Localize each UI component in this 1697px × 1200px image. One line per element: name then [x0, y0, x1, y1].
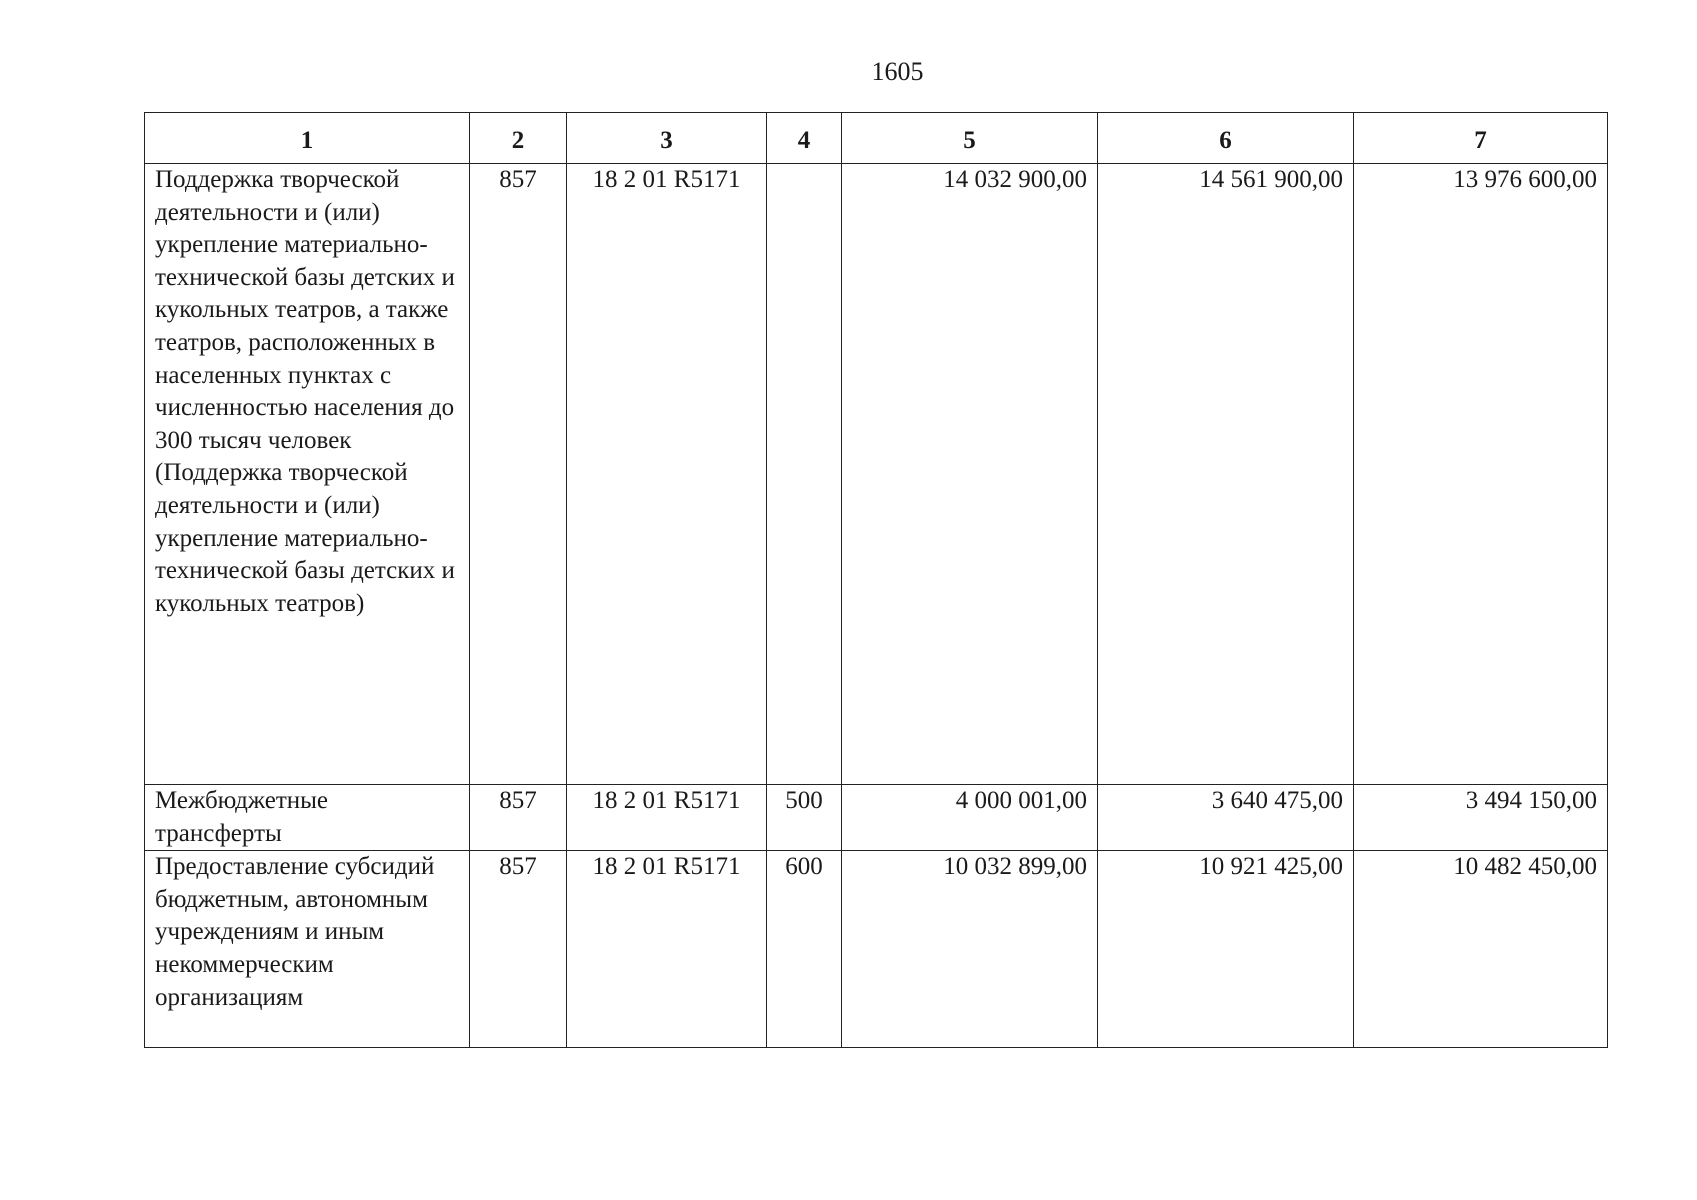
header-col-3: 3: [567, 113, 767, 164]
row-col-4: [767, 164, 842, 785]
header-row: [145, 113, 1608, 164]
row-name: Предоставление субсидий бюджетным, автономным учреждениям и иным некоммерческим организациям: [145, 851, 470, 1048]
header-col-7: 7: [1354, 113, 1608, 164]
table-body: [145, 164, 1608, 1048]
row-col-3: 18 2 01 R5171: [567, 785, 767, 851]
row-col-7: 13 976 600,00: [1354, 164, 1608, 785]
row-name: Межбюджетные трансферты: [145, 785, 470, 851]
budget-table: [144, 112, 1608, 1048]
row-col-5: 14 032 900,00: [842, 164, 1098, 785]
row-col-2: 857: [470, 164, 567, 785]
row-col-5: 10 032 899,00: [842, 851, 1098, 1048]
table-row: [145, 164, 1608, 785]
row-col-7: 10 482 450,00: [1354, 851, 1608, 1048]
table-row: [145, 851, 1608, 1048]
row-name: Поддержка творческой деятельности и (или) укрепление материально-технической базы детских и кукольных театров, а также театров, расположенных в населенных пунктах с численностью населения до 300 тысяч человек (Поддержка творческой деятельности и (или) укрепление материально-технической базы детских и кукольных театров): [145, 164, 470, 785]
header-col-6: 6: [1098, 113, 1354, 164]
header-col-4: 4: [767, 113, 842, 164]
row-col-2: 857: [470, 851, 567, 1048]
row-col-3: 18 2 01 R5171: [567, 851, 767, 1048]
row-col-6: 10 921 425,00: [1098, 851, 1354, 1048]
row-col-2: 857: [470, 785, 567, 851]
row-col-5: 4 000 001,00: [842, 785, 1098, 851]
header-col-2: 2: [470, 113, 567, 164]
page-number: 1605: [871, 57, 924, 86]
table-row: [145, 785, 1608, 851]
row-col-6: 14 561 900,00: [1098, 164, 1354, 785]
header-col-5: 5: [842, 113, 1098, 164]
row-col-7: 3 494 150,00: [1354, 785, 1608, 851]
row-col-3: 18 2 01 R5171: [567, 164, 767, 785]
table-header: [145, 113, 1608, 164]
row-col-4: 600: [767, 851, 842, 1048]
page-number-wrapper: [0, 56, 1697, 88]
row-col-6: 3 640 475,00: [1098, 785, 1354, 851]
header-col-1: 1: [145, 113, 470, 164]
row-col-4: 500: [767, 785, 842, 851]
